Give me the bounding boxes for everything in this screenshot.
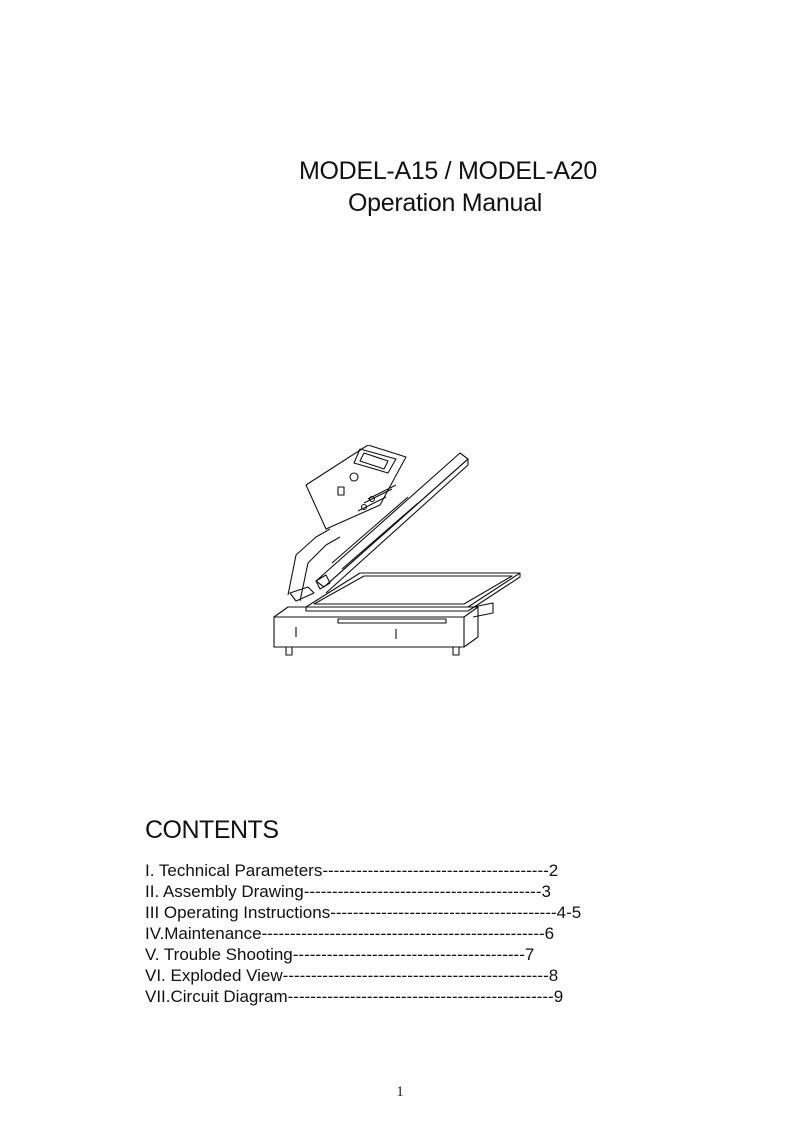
toc-entry[interactable]: [145, 965, 581, 986]
toc-entry-leader: ------------------------------------------: [303, 882, 542, 901]
toc-entry[interactable]: [145, 986, 581, 1007]
toc-entry-leader: -----------------------------------------------: [287, 987, 554, 1006]
toc-entry[interactable]: [145, 881, 581, 902]
heat-press-machine-illustration: [268, 445, 528, 665]
toc-entry[interactable]: [145, 902, 581, 923]
model-title: MODEL-A15 / MODEL-A20: [299, 157, 597, 185]
toc-entry-leader: -----------------------------------------: [292, 945, 525, 964]
toc-entry-label: V. Trouble Shooting: [145, 945, 293, 964]
toc-entry-page: 7: [524, 945, 535, 964]
toc-entry-leader: --------------------------------------------------: [261, 924, 545, 943]
toc-entry-page: 9: [553, 987, 564, 1006]
toc-entry-leader: -----------------------------------------------: [282, 966, 549, 985]
title-block: [0, 155, 800, 219]
toc-entry-leader: ----------------------------------------: [330, 903, 557, 922]
control-box: [306, 445, 406, 529]
toc-entry-label: III Operating Instructions: [145, 903, 331, 922]
toc-entry-label: II. Assembly Drawing: [145, 882, 304, 901]
toc-entry[interactable]: [145, 923, 581, 944]
toc-entry[interactable]: [145, 944, 581, 965]
manual-title: Operation Manual: [348, 189, 542, 217]
toc-entry-leader: ----------------------------------------: [322, 861, 549, 880]
toc-entry-label: VI. Exploded View: [145, 966, 283, 985]
toc-entry-page: 6: [544, 924, 555, 943]
lower-platen: [306, 573, 520, 617]
toc-entry-page: 3: [541, 882, 551, 901]
toc-entry-label: VII.Circuit Diagram: [145, 987, 288, 1006]
toc-entry-label: IV.Maintenance: [145, 924, 262, 943]
toc-entry-page: 8: [548, 966, 559, 985]
toc-entry-page: 4-5: [556, 903, 582, 922]
machine-base: [274, 607, 478, 655]
page-number: 1: [396, 1084, 404, 1100]
toc-entry[interactable]: [145, 860, 581, 881]
toc-entry-label: I. Technical Parameters: [145, 861, 323, 880]
contents-heading: CONTENTS: [145, 816, 279, 844]
table-of-contents: [145, 860, 581, 1007]
toc-entry-page: 2: [548, 861, 559, 880]
